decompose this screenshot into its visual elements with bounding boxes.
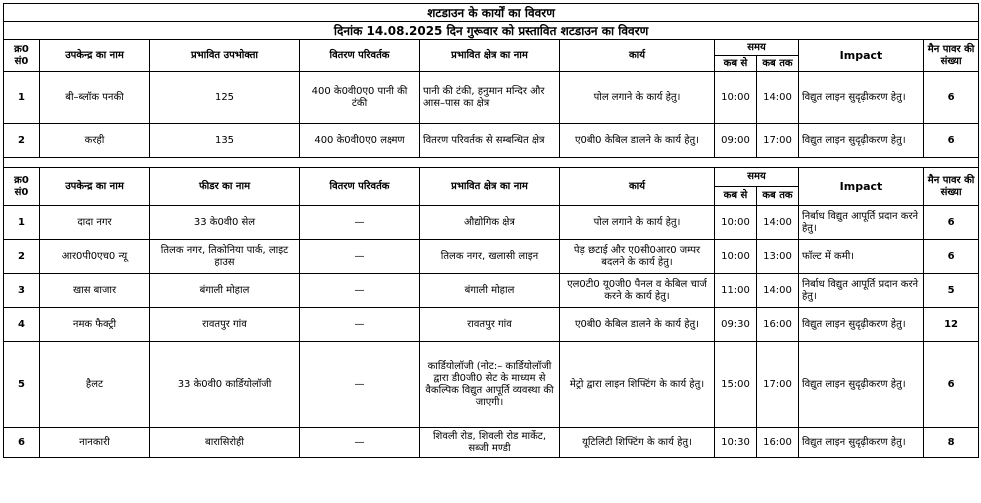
t2-header-feeder: फीडर का नाम — [150, 168, 300, 206]
t2-header-to: कब तक — [757, 187, 799, 206]
consumers-cell: 135 — [150, 124, 300, 158]
manpower-cell: 6 — [924, 206, 979, 240]
from-cell: 10:00 — [715, 72, 757, 124]
table-row — [4, 124, 979, 158]
t1-header-to: कब तक — [757, 56, 799, 72]
manpower-cell: 8 — [924, 428, 979, 458]
sno-cell: 2 — [4, 124, 40, 158]
impact-cell: विद्युत लाइन सुदृढ़ीकरण हेतु। — [799, 428, 924, 458]
table-row — [4, 206, 979, 240]
page-title: शटडाउन के कार्यों का विवरण — [4, 4, 979, 22]
substation-cell: बी–ब्लॉक पनकी — [40, 72, 150, 124]
to-cell: 14:00 — [757, 274, 799, 308]
work-cell: पोल लगाने के कार्य हेतु। — [560, 206, 715, 240]
substation-cell: नानकारी — [40, 428, 150, 458]
transformer-cell: — — [300, 428, 420, 458]
shutdown-table — [3, 3, 979, 458]
sno-cell: 1 — [4, 72, 40, 124]
area-cell: तिलक नगर, खलासी लाइन — [420, 240, 560, 274]
area-cell: पानी की टंकी, हनुमान मन्दिर और आस–पास का क्षेत्र — [420, 72, 560, 124]
substation-cell: दादा नगर — [40, 206, 150, 240]
impact-cell: विद्युत लाइन सुदृढ़ीकरण हेतु। — [799, 308, 924, 342]
sno-cell: 6 — [4, 428, 40, 458]
from-cell: 11:00 — [715, 274, 757, 308]
work-cell: ए0बी0 केबिल डालने के कार्य हेतु। — [560, 124, 715, 158]
manpower-cell: 6 — [924, 240, 979, 274]
area-cell: शिवली रोड, शिवली रोड मार्केट, सब्जी मण्डी — [420, 428, 560, 458]
impact-cell: फॉल्ट में कमी। — [799, 240, 924, 274]
to-cell: 14:00 — [757, 206, 799, 240]
work-cell: मेट्रो द्वारा लाइन शिफ्टिंग के कार्य हेतु। — [560, 342, 715, 428]
feeder-cell: रावतपुर गांव — [150, 308, 300, 342]
from-cell: 09:30 — [715, 308, 757, 342]
area-cell: रावतपुर गांव — [420, 308, 560, 342]
substation-cell: खास बाजार — [40, 274, 150, 308]
to-cell: 17:00 — [757, 124, 799, 158]
t2-header-impact: Impact — [799, 168, 924, 206]
t1-header-time: समय — [715, 40, 799, 56]
work-cell: एल0टी0 यू0जी0 पैनल व केबिल चार्ज करने के कार्य हेतु। — [560, 274, 715, 308]
to-cell: 13:00 — [757, 240, 799, 274]
t2-header-substation: उपकेन्द्र का नाम — [40, 168, 150, 206]
manpower-cell: 6 — [924, 124, 979, 158]
t1-header-manpower: मैन पावर की संख्या — [924, 40, 979, 72]
t1-header-from: कब से — [715, 56, 757, 72]
substation-cell: आर0पी0एच0 न्यू — [40, 240, 150, 274]
manpower-cell: 12 — [924, 308, 979, 342]
table-row — [4, 428, 979, 458]
transformer-cell: — — [300, 274, 420, 308]
t1-header-consumers: प्रभावित उपभोक्ता — [150, 40, 300, 72]
sno-cell: 4 — [4, 308, 40, 342]
area-cell: औद्योगिक क्षेत्र — [420, 206, 560, 240]
t1-header-transformer: वितरण परिवर्तक — [300, 40, 420, 72]
table-row — [4, 308, 979, 342]
t2-header-transformer: वितरण परिवर्तक — [300, 168, 420, 206]
transformer-cell: 400 के0वी0ए0 लक्ष्मण — [300, 124, 420, 158]
to-cell: 17:00 — [757, 342, 799, 428]
t2-header-work: कार्य — [560, 168, 715, 206]
feeder-cell: बंगाली मोहाल — [150, 274, 300, 308]
t2-header-manpower: मैन पावर की संख्या — [924, 168, 979, 206]
table-spacer — [4, 158, 979, 168]
table-row — [4, 274, 979, 308]
feeder-cell: 33 के0वी0 सेल — [150, 206, 300, 240]
manpower-cell: 6 — [924, 72, 979, 124]
area-cell: कार्डियोलॉजी (नोट:– कार्डियोलॉजी द्वारा डी0जी0 सेट के माध्यम से वैकल्पिक विद्युत आपूर्ति व्यवस्था की जाएगी। — [420, 342, 560, 428]
t1-header-substation: उपकेन्द्र का नाम — [40, 40, 150, 72]
impact-cell: निर्बाध विद्युत आपूर्ति प्रदान करने हेतु। — [799, 274, 924, 308]
t2-header-area: प्रभावित क्षेत्र का नाम — [420, 168, 560, 206]
to-cell: 16:00 — [757, 428, 799, 458]
table-row — [4, 72, 979, 124]
t1-header-area: प्रभावित क्षेत्र का नाम — [420, 40, 560, 72]
t1-header-work: कार्य — [560, 40, 715, 72]
t1-header-impact: Impact — [799, 40, 924, 72]
page-subtitle: दिनांक 14.08.2025 दिन गुरूवार को प्रस्तावित शटडाउन का विवरण — [4, 22, 979, 40]
t2-header-from: कब से — [715, 187, 757, 206]
impact-cell: विद्युत लाइन सुदृढ़ीकरण हेतु। — [799, 342, 924, 428]
transformer-cell: — — [300, 240, 420, 274]
from-cell: 15:00 — [715, 342, 757, 428]
transformer-cell: — — [300, 342, 420, 428]
substation-cell: करही — [40, 124, 150, 158]
substation-cell: नमक फैक्ट्री — [40, 308, 150, 342]
manpower-cell: 6 — [924, 342, 979, 428]
feeder-cell: 33 के0वी0 कार्डियोलॉजी — [150, 342, 300, 428]
from-cell: 10:30 — [715, 428, 757, 458]
table-row — [4, 240, 979, 274]
manpower-cell: 5 — [924, 274, 979, 308]
transformer-cell: 400 के0वी0ए0 पानी की टंकी — [300, 72, 420, 124]
feeder-cell: बारासिरोही — [150, 428, 300, 458]
to-cell: 14:00 — [757, 72, 799, 124]
consumers-cell: 125 — [150, 72, 300, 124]
work-cell: ए0बी0 केबिल डालने के कार्य हेतु। — [560, 308, 715, 342]
impact-cell: विद्युत लाइन सुदृढ़ीकरण हेतु। — [799, 72, 924, 124]
from-cell: 10:00 — [715, 240, 757, 274]
table-row — [4, 342, 979, 428]
substation-cell: हैलट — [40, 342, 150, 428]
feeder-cell: तिलक नगर, तिकोनिया पार्क, लाइट हाउस — [150, 240, 300, 274]
impact-cell: विद्युत लाइन सुदृढ़ीकरण हेतु। — [799, 124, 924, 158]
work-cell: पोल लगाने के कार्य हेतु। — [560, 72, 715, 124]
impact-cell: निर्बाध विद्युत आपूर्ति प्रदान करने हेतु। — [799, 206, 924, 240]
t1-header-sno: क्र0 सं0 — [4, 40, 40, 72]
sno-cell: 2 — [4, 240, 40, 274]
area-cell: वितरण परिवर्तक से सम्बन्धित क्षेत्र — [420, 124, 560, 158]
work-cell: पेड़ छटाई और ए0सी0आर0 जम्पर बदलने के कार्य हेतु। — [560, 240, 715, 274]
sno-cell: 5 — [4, 342, 40, 428]
work-cell: यूटिलिटी शिफ्टिंग के कार्य हेतु। — [560, 428, 715, 458]
from-cell: 09:00 — [715, 124, 757, 158]
transformer-cell: — — [300, 206, 420, 240]
area-cell: बंगाली मोहाल — [420, 274, 560, 308]
from-cell: 10:00 — [715, 206, 757, 240]
sno-cell: 1 — [4, 206, 40, 240]
transformer-cell: — — [300, 308, 420, 342]
sno-cell: 3 — [4, 274, 40, 308]
to-cell: 16:00 — [757, 308, 799, 342]
t2-header-sno: क्र0 सं0 — [4, 168, 40, 206]
t2-header-time: समय — [715, 168, 799, 187]
